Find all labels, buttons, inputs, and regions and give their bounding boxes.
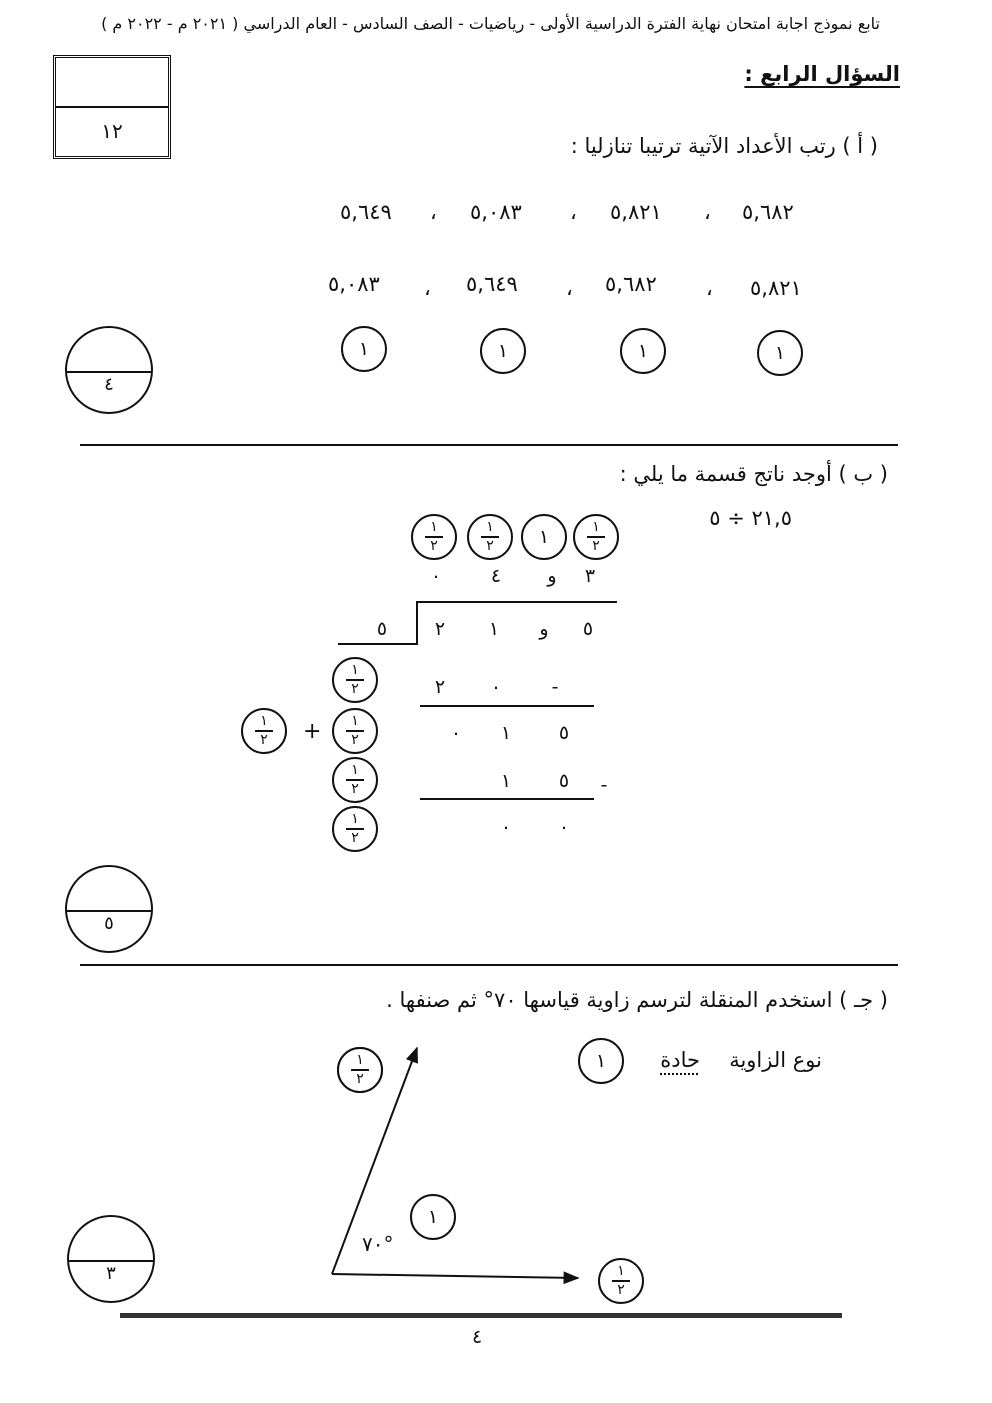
- angle-type-answer: حادة: [660, 1048, 700, 1072]
- decimal-separator: و: [547, 565, 557, 587]
- part-b-prompt: ( ب ) أوجد ناتج قسمة ما يلي :: [619, 462, 888, 486]
- separator: ،: [566, 276, 573, 300]
- section-divider: [80, 964, 898, 966]
- part-a-prompt: ( أ ) رتب الأعداد الآتية ترتيبا تنازليا :: [570, 134, 878, 158]
- half-mark: ١ ٢: [598, 1258, 644, 1304]
- part-a-total: ٤: [104, 374, 114, 395]
- separator: ،: [706, 276, 713, 300]
- angle-base-ray: [332, 1274, 578, 1278]
- dividend-digit: ١: [488, 618, 500, 640]
- half-mark: ١ ٢: [467, 514, 513, 560]
- ordered-number-1: ٥,٨٢١: [750, 276, 802, 300]
- mark-circle: ١: [480, 328, 526, 374]
- question-title: السؤال الرابع :: [744, 62, 900, 86]
- given-number-1: ٥,٦٨٢: [742, 200, 794, 224]
- half-mark: ١ ٢: [332, 657, 378, 703]
- angle-type-label: نوع الزاوية: [729, 1048, 822, 1072]
- step-digit: ٠: [500, 816, 512, 838]
- plus-sign: +: [303, 719, 322, 744]
- given-number-3: ٥,٠٨٣: [470, 200, 522, 224]
- part-c-total-circle: [67, 1215, 155, 1303]
- score-box-total: ١٢: [101, 119, 123, 143]
- half-mark: ١ ٢: [411, 514, 457, 560]
- divisor-underline: [338, 643, 418, 645]
- angle-measure: ٧٠°: [362, 1232, 394, 1256]
- given-number-2: ٥,٨٢١: [610, 200, 662, 224]
- section-divider: [80, 444, 898, 446]
- subtraction-sign: -: [600, 774, 608, 796]
- step-digit: ١: [500, 722, 512, 744]
- part-b-total: ٥: [104, 913, 114, 934]
- part-a-total-circle: [65, 326, 153, 414]
- step-digit: ٠: [490, 676, 502, 698]
- footer-rule: [120, 1313, 842, 1318]
- half-mark: ١ ٢: [332, 806, 378, 852]
- half-mark: ١ ٢: [241, 708, 287, 754]
- division-bar: [416, 601, 617, 603]
- separator: ،: [704, 200, 711, 224]
- separator: ،: [430, 200, 437, 224]
- step-digit: ٢: [434, 676, 446, 698]
- step-digit: ٥: [558, 770, 570, 792]
- mark-circle: ١: [341, 326, 387, 372]
- subtraction-sign: -: [551, 676, 559, 698]
- subtraction-line: [420, 798, 594, 800]
- given-number-4: ٥,٦٤٩: [340, 200, 392, 224]
- division-bracket: [416, 601, 418, 645]
- score-box: [53, 55, 171, 159]
- half-mark: ١ ٢: [573, 514, 619, 560]
- decimal-separator: و: [539, 618, 549, 640]
- half-mark: ١ ٢: [337, 1047, 383, 1093]
- divisor: ٥: [376, 618, 388, 640]
- mark-circle: ١: [410, 1194, 456, 1240]
- score-box-top: [56, 58, 168, 108]
- ordered-number-4: ٥,٠٨٣: [328, 272, 380, 296]
- quotient-digit: ٠: [430, 565, 442, 587]
- separator: ،: [424, 276, 431, 300]
- ordered-number-2: ٥,٦٨٢: [605, 272, 657, 296]
- separator: ،: [570, 200, 577, 224]
- page-number: ٤: [472, 1326, 483, 1348]
- mark-circle: ١: [620, 328, 666, 374]
- division-expression: ٢١,٥ ÷ ٥: [709, 506, 792, 530]
- part-b-total-circle: [65, 865, 153, 953]
- mark-circle: ١: [757, 330, 803, 376]
- quotient-digit: ٤: [490, 565, 502, 587]
- page-header: تابع نموذج اجابة امتحان نهاية الفترة الدراسية الأولى - رياضيات - الصف السادس - العام الدراسي ( ٢٠٢١ م - ٢٠٢٢ م ): [101, 14, 880, 33]
- mark-circle: ١: [578, 1038, 624, 1084]
- mark-circle: ١: [521, 514, 567, 560]
- quotient-digit: ٣: [584, 565, 596, 587]
- half-mark: ١ ٢: [332, 757, 378, 803]
- subtraction-line: [420, 705, 594, 707]
- step-digit: ١: [500, 770, 512, 792]
- dividend-digit: ٢: [434, 618, 446, 640]
- dividend-digit: ٥: [582, 618, 594, 640]
- step-digit: ٠: [450, 722, 462, 744]
- step-digit: ٠: [558, 816, 570, 838]
- part-c-prompt: ( جـ ) استخدم المنقلة لترسم زاوية قياسها ٧٠° ثم صنفها .: [386, 988, 888, 1012]
- ordered-number-3: ٥,٦٤٩: [466, 272, 518, 296]
- part-c-total: ٣: [106, 1263, 116, 1284]
- step-digit: ٥: [558, 722, 570, 744]
- half-mark: ١ ٢: [332, 708, 378, 754]
